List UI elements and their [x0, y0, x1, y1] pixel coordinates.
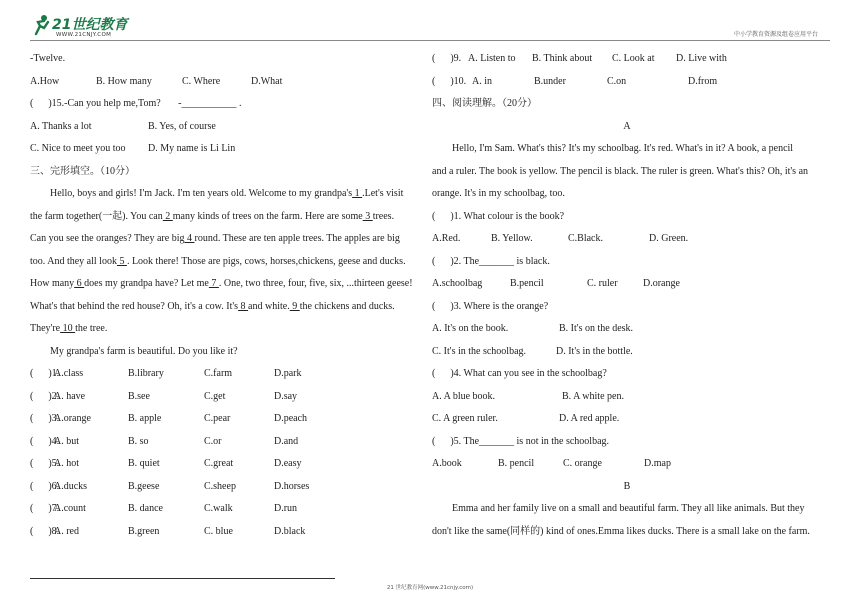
blank-number: 7 [208, 278, 219, 289]
passage-line [30, 318, 422, 341]
reading-question-5: ( )5. The_______ is not in the schoolbag. [432, 435, 610, 447]
page-header [0, 0, 860, 44]
blank-number: 4 [184, 233, 195, 244]
option: B.green [128, 525, 160, 537]
option: B. Yes, of course [148, 120, 216, 132]
passage-line: don't like the same(同样的) kind of ones.Emma likes ducks. There is a small lake on the farm. [432, 525, 810, 537]
option: D.horses [274, 480, 310, 492]
passage-text: the tree. [75, 323, 108, 334]
logo-text: 21世纪教育 [52, 17, 128, 33]
option: A.class [54, 368, 84, 379]
option: A.Red. [432, 233, 461, 244]
option: A.schoolbag [432, 278, 483, 289]
passage-a-label: A [623, 120, 631, 132]
option: B.library [128, 368, 164, 379]
option: B. dance [128, 503, 163, 514]
reading-q3-options-row2 [432, 341, 822, 364]
option: C.great [204, 458, 234, 469]
option: C. Look at [612, 53, 655, 64]
passage-text: too. And they all look [30, 255, 117, 267]
option: B. It's on the desk. [559, 323, 634, 334]
passage-text: trees. [372, 210, 395, 222]
passage-line: Hello, I'm Sam. What's this? It's my schoolbag. It's red. What's in it? A book, a pencil [452, 143, 794, 154]
option: B. How many [96, 75, 152, 87]
option: C.on [607, 75, 627, 87]
option: D. Green. [649, 233, 689, 244]
passage-text: They're [30, 323, 61, 334]
blank-number: 3 [362, 210, 373, 222]
passage-text: . Look there! Those are pigs, cows, horses,chickens, geese and ducks. [126, 255, 406, 267]
question-number: ( )3. [30, 413, 60, 424]
option: B. Think about [532, 53, 593, 64]
blank-number: 1 [352, 188, 363, 199]
passage-text: does my grandpa have? Let me [84, 278, 209, 289]
option: C.Black. [568, 233, 603, 244]
passage-b-label: B [623, 480, 631, 492]
q15-options-row1 [30, 116, 422, 139]
option: B.pencil [510, 278, 544, 289]
passage-text: What's that behind the red house? Oh, it's a cow. It's [30, 300, 239, 312]
option: A.orange [54, 413, 91, 424]
question-text: ( )15.-Can you help me,Tom? - [30, 98, 182, 109]
option: B. quiet [128, 458, 160, 469]
right-column [432, 48, 822, 543]
footer-source: 21 世纪教育网(www.21cnjy.com) [386, 585, 474, 591]
cloze-question-1 [30, 363, 422, 386]
header-platform-name: 中小学教育资源及组卷应用平台 [733, 31, 818, 38]
logo-url: WWW.21CNJY.COM [56, 32, 112, 38]
header-divider [30, 40, 830, 41]
passage-line [30, 273, 422, 296]
option: C.farm [204, 368, 233, 379]
question-number: ( )9. [432, 53, 462, 64]
reading-question-1: ( )1. What colour is the book? [432, 210, 565, 222]
question-number: ( )1. [30, 368, 60, 379]
option: A.ducks [54, 480, 88, 492]
blank-number: 2 [162, 210, 173, 222]
passage-text: How many [30, 278, 75, 289]
passage-text: .Let's visit [362, 188, 404, 199]
option: A. in [472, 75, 492, 87]
cloze-question-10 [432, 71, 822, 94]
reading-q4-options-row2 [432, 408, 822, 431]
question-number: ( )5. [30, 458, 60, 469]
question-15 [30, 93, 422, 116]
passage-line [30, 251, 422, 274]
option: C.or [204, 435, 222, 447]
option: B. pencil [498, 458, 535, 469]
question-number: ( )6. [30, 480, 60, 492]
reading-q2-options [432, 273, 822, 296]
cloze-question-2 [30, 386, 422, 409]
answer-blank: ___________ [181, 98, 237, 109]
reading-question-3: ( )3. Where is the orange? [432, 300, 549, 312]
question-number: ( )2. [30, 390, 60, 402]
option: C.sheep [204, 480, 236, 492]
option: D.run [274, 503, 298, 514]
text-line: -Twelve. [30, 53, 66, 64]
option: C.walk [204, 503, 233, 514]
passage-line [30, 206, 422, 229]
blank-number: 10 [60, 323, 76, 334]
passage-line [30, 183, 422, 206]
option: A. red [54, 525, 79, 537]
reading-q4-options-row1 [432, 386, 822, 409]
blank-number: 6 [74, 278, 85, 289]
option: D.say [274, 390, 298, 402]
option: A. have [54, 390, 86, 402]
reading-q5-options [432, 453, 822, 476]
passage-text: and white. [248, 300, 290, 312]
option: D. A red apple. [559, 413, 620, 424]
option: D. My name is Li Lin [148, 143, 236, 154]
passage-text: Can you see the oranges? They are big [30, 233, 185, 244]
reading-question-4: ( )4. What can you see in the schoolbag? [432, 368, 607, 379]
blank-number: 8 [238, 300, 249, 312]
option: A.book [432, 458, 462, 469]
cloze-question-3 [30, 408, 422, 431]
option: B. apple [128, 413, 162, 424]
q14-options [30, 71, 422, 94]
option: C.pear [204, 413, 231, 424]
option: D.orange [643, 278, 680, 289]
option: D.peach [274, 413, 308, 424]
option: B. so [128, 435, 149, 447]
option: B.geese [128, 480, 160, 492]
option: A.How [30, 75, 60, 87]
option: C. blue [204, 525, 233, 537]
option: B. A white pen. [562, 390, 624, 402]
reading-q3-options-row1 [432, 318, 822, 341]
option: B. Yellow. [491, 233, 533, 244]
passage-line: Emma and her family live on a small and beautiful farm. They all like animals. But they [452, 503, 805, 514]
option: D.What [251, 75, 283, 87]
option: B.under [534, 75, 566, 87]
passage-line [30, 228, 422, 251]
option: C.get [204, 390, 226, 402]
option: D.black [274, 525, 306, 537]
option: B.see [128, 390, 150, 402]
passage-line [30, 296, 422, 319]
option: D.easy [274, 458, 302, 469]
passage-text: the chickens and ducks. [299, 300, 395, 312]
passage-text: . One, two three, four, five, six, ...thirteen geese! [218, 278, 413, 289]
option: C. Where [182, 75, 221, 87]
question-number: ( )8. [30, 525, 60, 537]
passage-text: many kinds of trees on the farm. Here are some [172, 210, 363, 222]
option: C. It's in the schoolbag. [432, 345, 527, 357]
option: A. hot [54, 458, 79, 469]
logo [30, 14, 150, 40]
passage-line: and a ruler. The book is yellow. The pencil is black. The ruler is green. What's this? Oh, it's an [432, 165, 809, 177]
option: D. It's in the bottle. [556, 345, 633, 357]
cloze-question-6 [30, 476, 422, 499]
cloze-question-9 [432, 48, 822, 71]
question-number: ( )10. [432, 75, 467, 87]
left-column [30, 48, 422, 543]
option: A. but [54, 435, 79, 447]
question-text: . [236, 98, 242, 109]
option: C. Nice to meet you too [30, 143, 126, 154]
blank-number: 9 [289, 300, 300, 312]
option: D.from [688, 75, 718, 87]
cloze-questions [30, 363, 422, 543]
question-number: ( )4. [30, 435, 60, 447]
footer-divider [30, 578, 335, 579]
blank-number: 5 [116, 255, 127, 267]
passage-text: the farm together(一起). You can [30, 210, 163, 222]
option: A. It's on the book. [432, 323, 509, 334]
cloze-question-7 [30, 498, 422, 521]
option: A. A blue book. [432, 390, 496, 402]
passage-text: round. These are ten apple trees. The apples are big [194, 233, 400, 244]
option: D.and [274, 435, 299, 447]
option: C. A green ruler. [432, 413, 498, 424]
question-number: ( )7. [30, 503, 60, 514]
passage-text: Hello, boys and girls! I'm Jack. I'm ten years old. Welcome to my grandpa's [50, 188, 353, 199]
option: D.map [644, 458, 671, 469]
option: C. orange [563, 458, 602, 469]
option: D.park [274, 368, 302, 379]
option: C. ruler [587, 278, 618, 289]
option: A.count [54, 503, 86, 514]
passage-line: orange. It's in my schoolbag, too. [432, 188, 565, 199]
cloze-question-4 [30, 431, 422, 454]
runner-logo-icon [30, 14, 52, 36]
option: A. Listen to [468, 53, 516, 64]
option: D. Live with [676, 53, 727, 64]
reading-question-2: ( )2. The_______ is black. [432, 255, 550, 267]
cloze-question-8 [30, 521, 422, 544]
option: A. Thanks a lot [30, 120, 92, 132]
reading-q1-options [432, 228, 822, 251]
section-title: 四、阅读理解。（20分） [432, 98, 537, 109]
cloze-question-5 [30, 453, 422, 476]
passage-line: My grandpa's farm is beautiful. Do you like it? [50, 345, 238, 357]
q15-options-row2 [30, 138, 422, 161]
section-title: 三、完形填空。（10分） [30, 165, 135, 177]
